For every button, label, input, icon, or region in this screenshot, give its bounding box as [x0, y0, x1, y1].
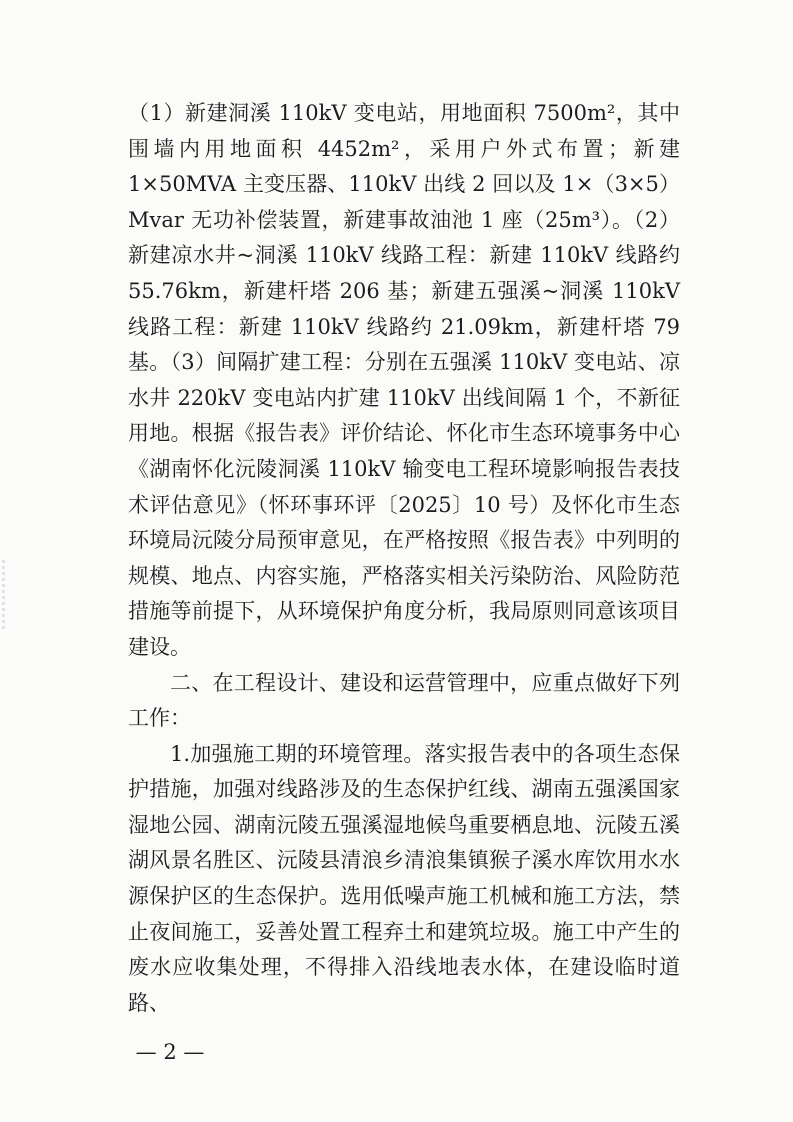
paragraph-project-scope: （1）新建洞溪 110kV 变电站，用地面积 7500m²，其中围墙内用地面积 4452m²，采用户外式布置；新建 1×50MVA 主变压器、110kV 出线 2 回以及 1×（3×5）Mvar 无功补偿装置，新建事故油池 1 座（25m³）。（2）新建凉水井~洞溪 110kV 线路工程：新建 110kV 线路约 55.76km，新建杆塔 206 基；新建五强溪~洞溪 110kV 线路工程：新建 110kV 线路约 21.09km，新建杆塔 79 基。（3）间隔扩建工程：分别在五强溪 110kV 变电站、凉水井 220kV 变电站内扩建 110kV 出线间隔 1 个，不新征用地。根据《报告表》评价结论、怀化市生态环境事务中心《湖南怀化沅陵洞溪 110kV 输变电工程环境影响报告表技术评估意见》（怀环事环评〔2025〕10 号）及怀化市生态环境局沅陵分局预审意见，在严格按照《报告表》中列明的规模、地点、内容实施，严格落实相关污染防治、风险防范措施等前提下，从环境保护角度分析，我局原则同意该项目建设。 — [128, 101, 680, 659]
paragraph-construction-management: 1.加强施工期的环境管理。落实报告表中的各项生态保护措施，加强对线路涉及的生态保护红线、湖南五强溪国家湿地公园、湖南沅陵五强溪湿地候鸟重要栖息地、沅陵五溪湖风景名胜区、沅陵县清浪乡清浪集镇猴子溪水库饮用水水源保护区的生态保护。选用低噪声施工机械和施工方法，禁止夜间施工，妥善处置工程弃土和建筑垃圾。施工中产生的废水应收集处理，不得排入沿线地表水体，在建设临时道路、 — [128, 741, 680, 1015]
scan-edge-mark — [2, 560, 5, 630]
paragraph-section-two-heading: 二、在工程设计、建设和运营管理中，应重点做好下列工作： — [128, 670, 680, 731]
page-number: — 2 — — [135, 1040, 205, 1064]
body-text — [128, 96, 680, 1021]
